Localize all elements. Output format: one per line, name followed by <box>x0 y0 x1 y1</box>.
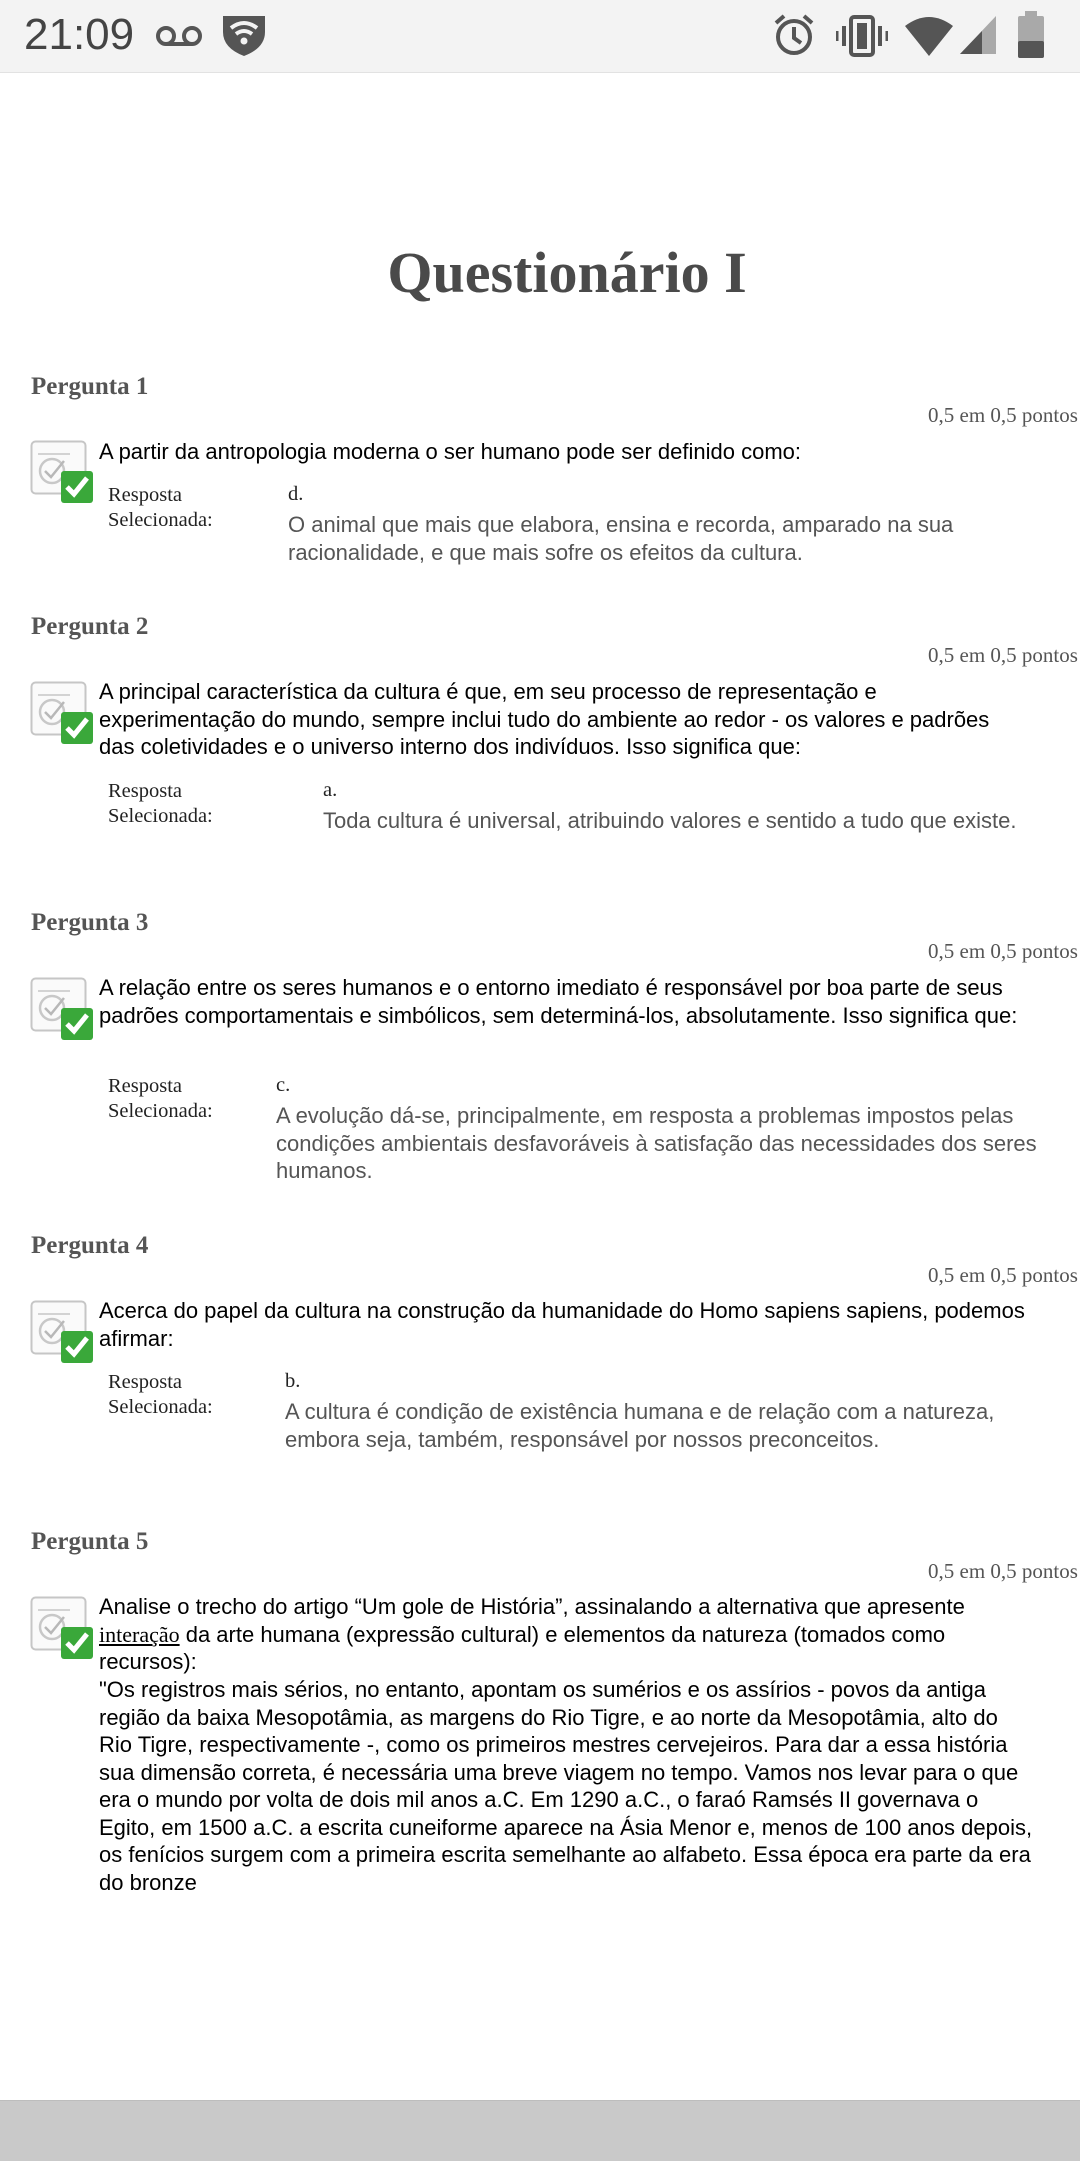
correct-check-icon <box>30 440 94 504</box>
answer-letter: a. <box>323 779 338 801</box>
question-quote: "Os registros mais sérios, no entanto, apontam os sumérios e os assírios - povos da antiga região da baixa Mesopotâmia, as margens do Rio Tigre, e ao norte da Mesopotâmia, alto do Rio Tigre, respectivamente -, como os primeiros mestres cervejeiros. Para dar a essa história sua dimensão correta, é necessária uma breve viagem no tempo. Vamos nos levar para o que era o mundo por volta de dois mil anos a.C. Em 1290 a.C., o faraó Ramsés II governava o Egito, em 1500 a.C. a escrita cuneiforme aparece na Ásia Menor e, menos de 100 anos depois, os fenícios surgem com a primeira escrita semelhante ao alfabeto. Essa época era parte da era do bronze <box>99 1677 1033 1895</box>
answer-text: Toda cultura é universal, atribuindo valores e sentido a tudo que existe. <box>323 808 1017 833</box>
question-heading: Pergunta 1 <box>31 373 149 400</box>
question-text: Acerca do papel da cultura na construção da humanidade do Homo sapiens sapiens, podemos afirmar: <box>99 1298 1025 1351</box>
answer-text: O animal que mais que elabora, ensina e recorda, amparado na sua racionalidade, e que mais sofre os efeitos da cultura. <box>288 512 954 565</box>
status-bar <box>0 0 1080 73</box>
question-points: 0,5 em 0,5 pontos <box>928 939 1078 963</box>
alarm-icon <box>772 12 816 58</box>
answer-text: A evolução dá-se, principalmente, em resposta a problemas impostos pelas condições ambientais desfavoráveis à satisfação das necessidades dos seres humanos. <box>276 1103 1037 1183</box>
question-points: 0,5 em 0,5 pontos <box>928 1559 1078 1583</box>
answer-letter: c. <box>276 1074 291 1096</box>
question-text: A principal característica da cultura é que, em seu processo de representação e experimentação do mundo, sempre inclui tudo do ambiente ao redor - os valores e padrões das coletividades e o universo interno dos indivíduos. Isso significa que: <box>99 679 990 759</box>
question-points: 0,5 em 0,5 pontos <box>928 403 1078 427</box>
answer-text: A cultura é condição de existência humana e de relação com a natureza, embora seja, também, responsável por nossos preconceitos. <box>285 1399 995 1452</box>
signal-icon <box>958 14 998 56</box>
correct-check-icon <box>30 1300 94 1364</box>
underlined-term: interação <box>99 1621 180 1647</box>
answer-letter: b. <box>285 1370 301 1392</box>
answer-label: Resposta Selecionada: <box>108 484 213 531</box>
correct-check-icon <box>30 681 94 745</box>
question-text: Analise o trecho do artigo “Um gole de História”, assinalando a alternativa que apresente interação da arte humana (expressão cultural) e elementos da natureza (tomados como recursos): <box>99 1594 965 1674</box>
bottom-scroll-bar[interactable] <box>0 2100 1080 2161</box>
answer-label: Resposta Selecionada: <box>108 1371 213 1418</box>
wifi-icon <box>904 16 954 56</box>
voicemail-icon <box>154 22 204 50</box>
question-heading: Pergunta 2 <box>31 613 149 640</box>
answer-label: Resposta Selecionada: <box>108 780 213 827</box>
status-time: 21:09 <box>24 10 135 59</box>
page-title: Questionário I <box>387 240 747 305</box>
page-content <box>0 73 1080 2100</box>
battery-icon <box>1016 10 1046 60</box>
answer-letter: d. <box>288 483 304 505</box>
question-text: A relação entre os seres humanos e o entorno imediato é responsável por boa parte de seus padrões comportamentais e simbólicos, sem determiná-los, absolutamente. Isso significa que: <box>99 975 1018 1028</box>
correct-check-icon <box>30 977 94 1041</box>
vibrate-icon <box>836 14 888 58</box>
question-heading: Pergunta 4 <box>31 1232 149 1259</box>
question-points: 0,5 em 0,5 pontos <box>928 1263 1078 1287</box>
question-heading: Pergunta 5 <box>31 1528 149 1555</box>
vpn-shield-icon <box>220 12 268 58</box>
question-points: 0,5 em 0,5 pontos <box>928 643 1078 667</box>
question-heading: Pergunta 3 <box>31 909 149 936</box>
answer-label: Resposta Selecionada: <box>108 1075 213 1122</box>
question-text: A partir da antropologia moderna o ser humano pode ser definido como: <box>99 439 801 464</box>
correct-check-icon <box>30 1596 94 1660</box>
